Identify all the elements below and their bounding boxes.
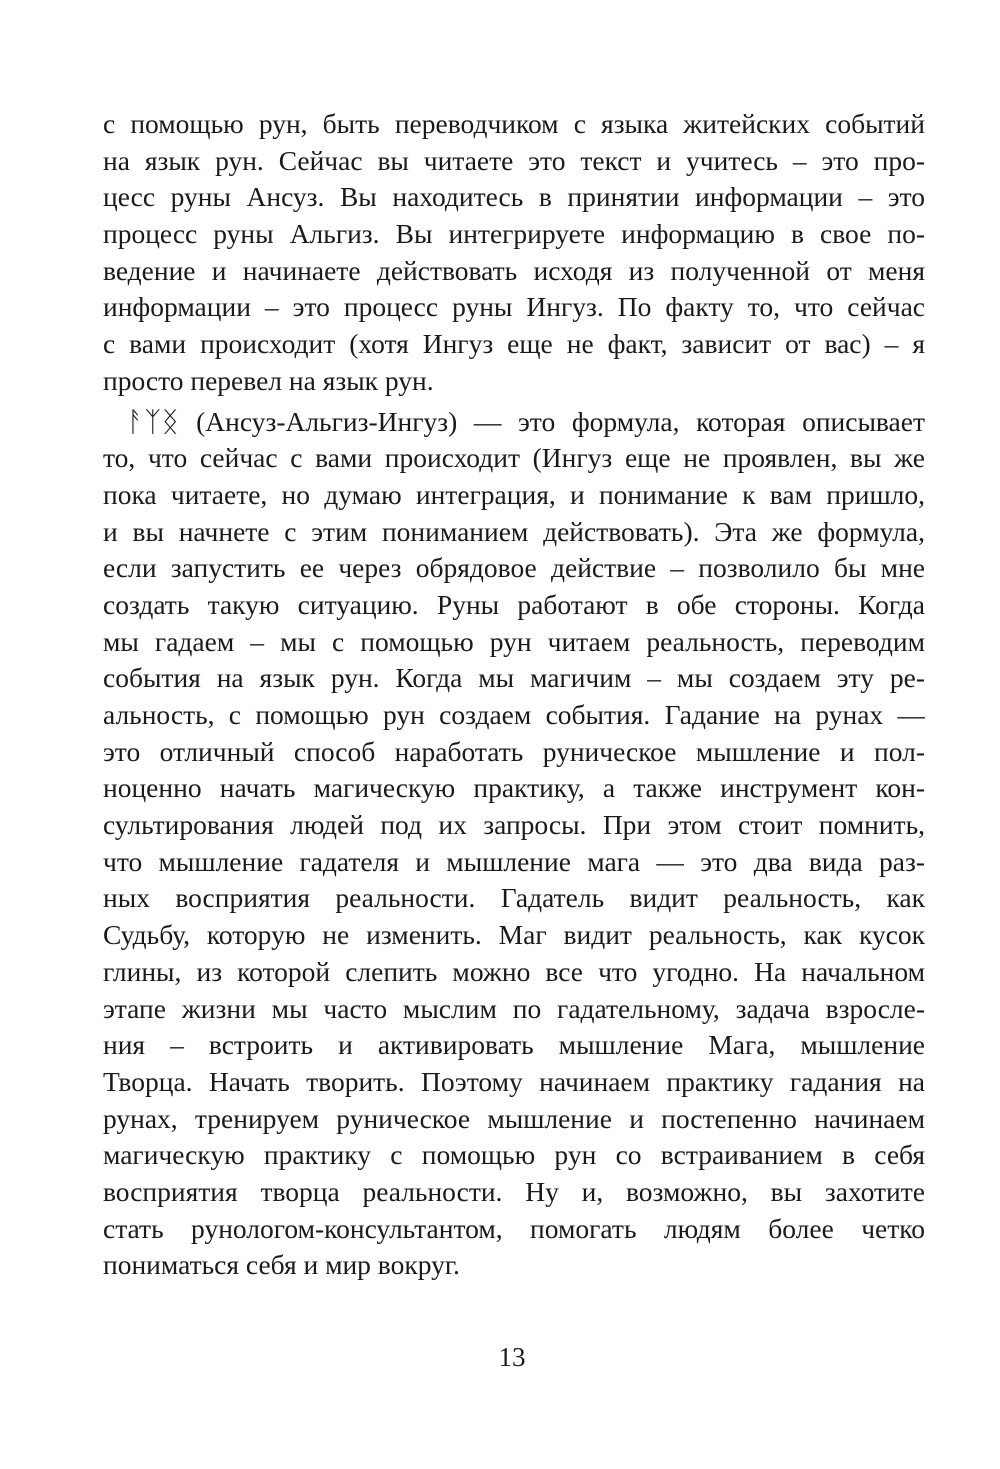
text-line: что мышление гадателя и мышление мага — это два вида раз- bbox=[103, 845, 925, 877]
text-line: с вами происходит (хотя Ингуз еще не факт, зависит от вас) – я bbox=[103, 328, 925, 360]
text-line: стать рунологом-консультантом, помогать людям более четко bbox=[103, 1212, 925, 1244]
text-line: альность, с помощью рун создаем события. Гадание на рунах — bbox=[103, 699, 925, 730]
text-line: с помощью рун, быть переводчиком с языка житейских событий bbox=[103, 108, 925, 139]
text-line: восприятия творца реальности. Ну и, возможно, вы захотите bbox=[103, 1175, 925, 1207]
rune-formula: ᚨᛉᛝ bbox=[127, 405, 180, 437]
text-line: и вы начнете с этим пониманием действовать). Эта же формула, bbox=[103, 515, 925, 547]
text-line: если запустить ее через обрядовое действие – позволило бы мне bbox=[103, 552, 925, 584]
text-line: этапе жизни мы часто мыслим по гадательному, задача взросле- bbox=[103, 992, 925, 1024]
text-line: ных восприятия реальности. Гадатель видит реальность, как bbox=[103, 882, 925, 914]
text-line: Судьбу, которую не изменить. Маг видит реальность, как кусок bbox=[103, 919, 925, 951]
paragraph-2 bbox=[103, 404, 925, 1285]
text-line-rest: (Ансуз-Альгиз-Ингуз) — это формула, которая описывает bbox=[179, 405, 925, 437]
text-line-with-runes bbox=[103, 404, 925, 441]
text-line: это отличный способ наработать руническое мышление и пол- bbox=[103, 735, 925, 767]
body-text bbox=[103, 106, 925, 1284]
paragraph-1 bbox=[103, 106, 925, 400]
text-line: информации – это процесс руны Ингуз. По факту то, что сейчас bbox=[103, 291, 925, 323]
text-line: создать такую ситуацию. Руны работают в обе стороны. Когда bbox=[103, 588, 925, 620]
text-line: пониматься себя и мир вокруг. bbox=[103, 1249, 460, 1281]
text-line: просто перевел на язык рун. bbox=[103, 364, 434, 396]
text-line: ния – встроить и активировать мышление Мага, мышление bbox=[103, 1029, 925, 1061]
text-line: глины, из которой слепить можно все что угодно. На начальном bbox=[103, 955, 925, 987]
text-line: события на язык рун. Когда мы магичим – мы создаем эту ре- bbox=[103, 662, 925, 694]
text-line: то, что сейчас с вами происходит (Ингуз еще не проявлен, вы же bbox=[103, 442, 925, 474]
text-line: Творца. Начать творить. Поэтому начинаем практику гадания на bbox=[103, 1065, 925, 1097]
text-line: ведение и начинаете действовать исходя из полученной от меня bbox=[103, 254, 925, 286]
text-line: на язык рун. Сейчас вы читаете это текст и учитесь – это про- bbox=[103, 144, 925, 176]
page-number: 13 bbox=[498, 1342, 526, 1372]
text-line: процесс руны Альгиз. Вы интегрируете информацию в свое по- bbox=[103, 218, 925, 250]
text-line: пока читаете, но думаю интеграция, и понимание к вам пришло, bbox=[103, 478, 925, 510]
text-line: магическую практику с помощью рун со встраиванием в себя bbox=[103, 1139, 925, 1171]
text-line: ноценно начать магическую практику, а также инструмент кон- bbox=[103, 772, 925, 804]
text-line: сультирования людей под их запросы. При этом стоит помнить, bbox=[103, 809, 925, 841]
text-line: рунах, тренируем руническое мышление и постепенно начинаем bbox=[103, 1102, 925, 1134]
text-line: мы гадаем – мы с помощью рун читаем реальность, переводим bbox=[103, 625, 925, 657]
text-line: цесс руны Ансуз. Вы находитесь в принятии информации – это bbox=[103, 181, 925, 213]
